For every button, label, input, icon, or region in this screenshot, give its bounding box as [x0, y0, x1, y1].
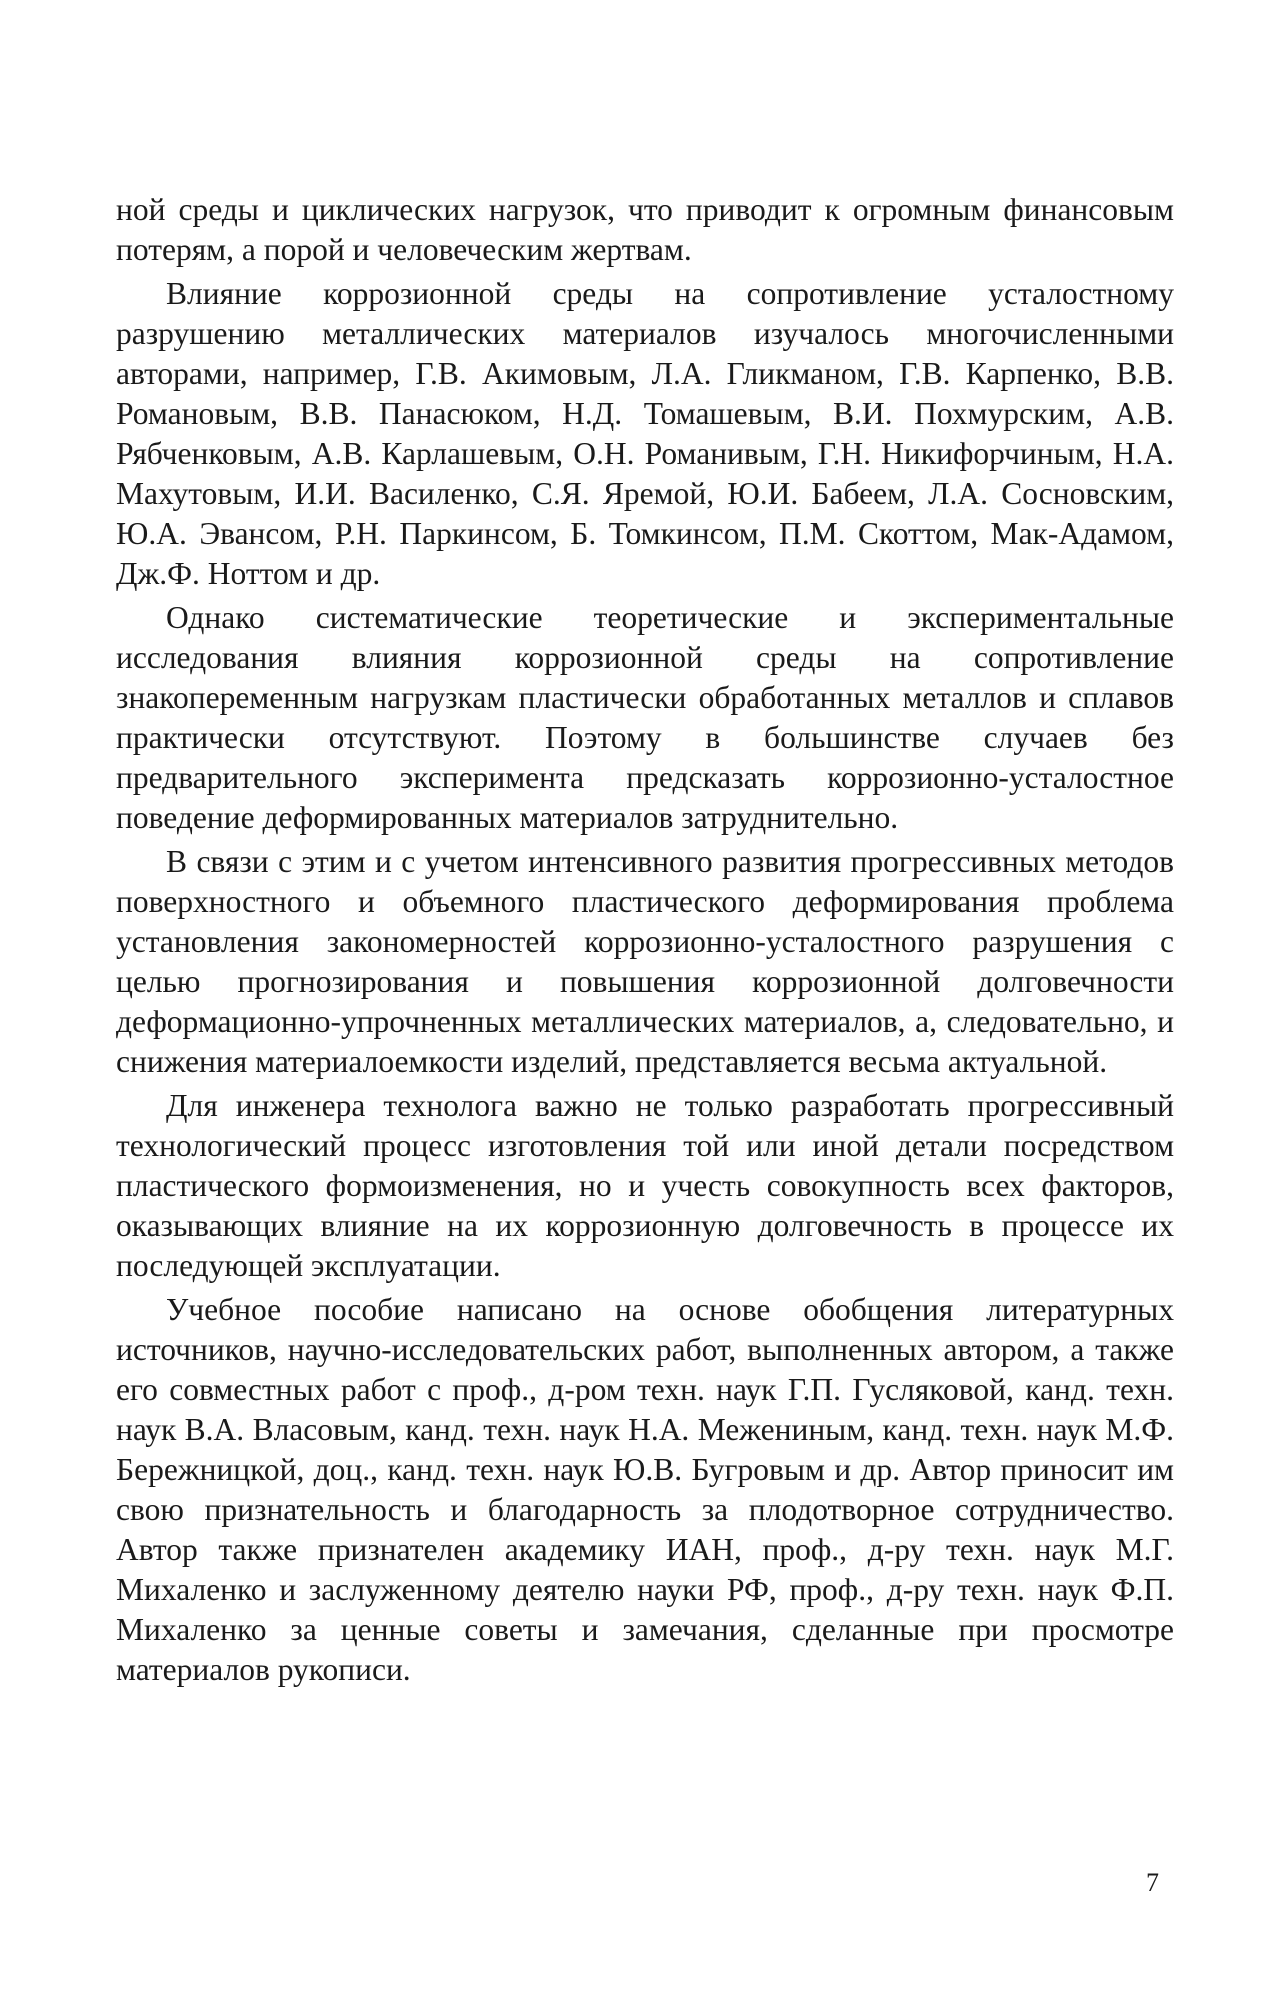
paragraph-systematic-research: Однако систематические теоретические и экспериментальные исследования влияния коррозионной среды на сопротивление знакопеременным нагрузкам пластически обработанных металлов и сплавов практически отсутствуют. Поэтому в большинстве случаев без предварительного эксперимента предсказать коррозионно-усталостное поведение деформированных материалов затруднительно. [116, 600, 1174, 835]
paragraph-relevance: В связи с этим и с учетом интенсивного развития прогрессивных методов поверхностного и объемного пластического деформирования проблема установления закономерностей коррозионно-усталостного разрушения с целью прогнозирования и повышения коррозионной долговечности деформационно-упрочненных металлических материалов, а, следовательно, и снижения материалоемкости изделий, представляется весьма актуальной. [116, 844, 1174, 1079]
page-number: 7 [1146, 1868, 1159, 1897]
paragraph-continuation: ной среды и циклических нагрузок, что приводит к огромным финансовым потерям, а порой и человеческим жертвам. [116, 192, 1174, 267]
paragraph-engineer: Для инженера технолога важно не только разработать прогрессивный технологический процесс изготовления той или иной детали посредством пластического формоизменения, но и учесть совокупность всех факторов, оказывающих влияние на их коррозионную долговечность в процессе их последующей эксплуатации. [116, 1088, 1174, 1283]
paragraph-corrosion-researchers: Влияние коррозионной среды на сопротивление усталостному разрушению металлических материалов изучалось многочисленными авторами, например, Г.В. Акимовым, Л.А. Гликманом, Г.В. Карпенко, В.В. Романовым, В.В. Панасюком, Н.Д. Томашевым, В.И. Похмурским, А.В. Рябченковым, А.В. Карлашевым, О.Н. Романивым, Г.Н. Никифорчиным, Н.А. Махутовым, И.И. Василенко, С.Я. Яремой, Ю.И. Бабеем, Л.А. Сосновским, Ю.А. Эвансом, Р.Н. Паркинсом, Б. Томкинсом, П.М. Скоттом, Мак-Адамом, Дж.Ф. Ноттом и др. [116, 276, 1174, 591]
paragraph-acknowledgements: Учебное пособие написано на основе обобщения литературных источников, научно-исследовательских работ, выполненных автором, а также его совместных работ с проф., д-ром техн. наук Г.П. Гусляковой, канд. техн. наук В.А. Власовым, канд. техн. наук Н.А. Межениным, канд. техн. наук М.Ф. Бережницкой, доц., канд. техн. наук Ю.В. Бугровым и др. Автор приносит им свою признательность и благодарность за плодотворное сотрудничество. Автор также признателен академику ИАН, проф., д-ру техн. наук М.Г. Михаленко и заслуженному деятелю науки РФ, проф., д-ру техн. наук Ф.П. Михаленко за ценные советы и замечания, сделанные при просмотре материалов рукописи. [116, 1292, 1174, 1687]
page-body [116, 190, 1174, 1690]
